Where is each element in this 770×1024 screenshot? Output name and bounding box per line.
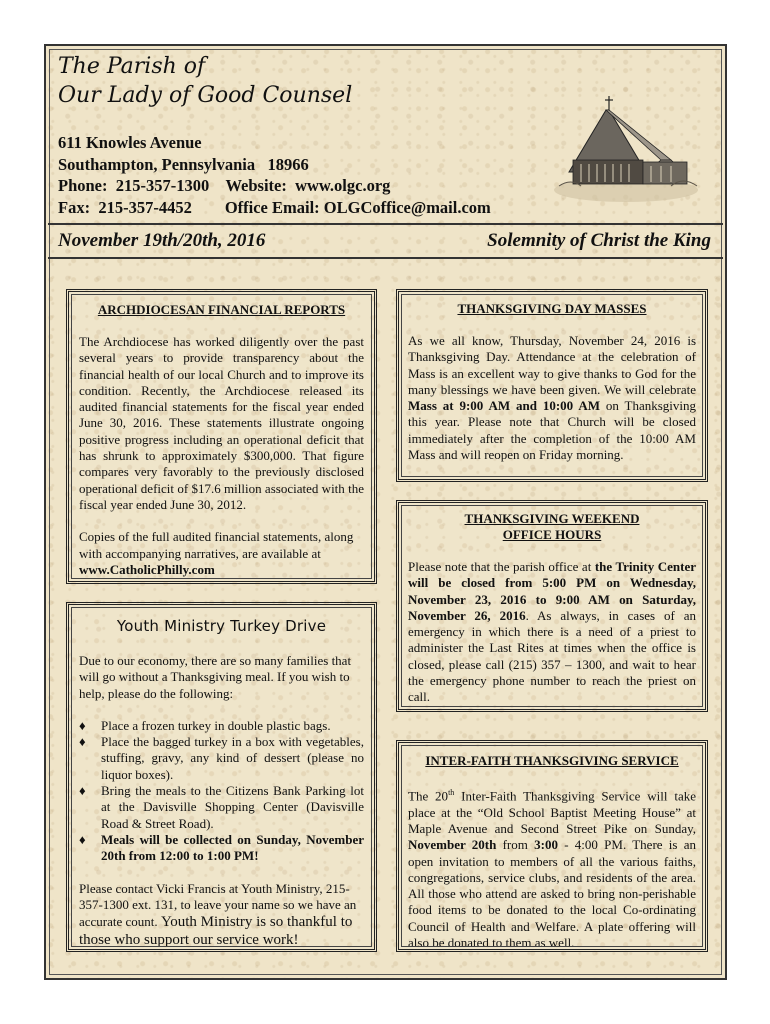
diamond-bullet-icon: ♦ (79, 831, 86, 847)
youth-ministry-box (66, 602, 377, 952)
youth-steps-list (79, 718, 364, 865)
date-banner (48, 223, 723, 259)
youth-thanks: Youth Ministry is so thankful to those who support our service work! (79, 914, 353, 949)
title-line-1: The Parish of (58, 54, 206, 79)
bulletin-page (44, 44, 727, 980)
feast-name: Solemnity of Christ the King (487, 230, 711, 251)
address-line: 611 Knowles Avenue (58, 133, 202, 152)
address-line: Southampton, Pennsylvania 18966 (58, 154, 309, 174)
youth-contact: Please contact Vicki Francis at Youth Ministry, 215-357-1300 ext. 131, to leave your name so we have an accurate count. Youth Ministry is so thankful to those who support our service work! (79, 880, 357, 949)
thanksgiving-title: THANKSGIVING DAY MASSES (457, 301, 647, 316)
parish-address (58, 132, 491, 218)
list-item: ♦ Meals will be collected on Sunday, November 20th from 12:00 to 1:00 PM! (79, 831, 364, 864)
title-line-2: Our Lady of Good Counsel (58, 83, 353, 108)
bulletin-date: November 19th/20th, 2016 (58, 230, 266, 251)
interfaith-title: INTER-FAITH THANKSGIVING SERVICE (425, 753, 679, 768)
office-hours-title-1: THANKSGIVING WEEKEND (464, 511, 640, 526)
diamond-bullet-icon: ♦ (79, 783, 86, 799)
youth-intro: Due to our economy, there are so many families that will go without a Thanksgiving meal. If you wish to help, please do the following: (79, 653, 352, 701)
catholicphilly-link[interactable]: www.CatholicPhilly.com (79, 561, 215, 577)
parish-title (58, 52, 352, 110)
office-hours-title-2: OFFICE HOURS (502, 527, 602, 542)
financial-paragraph: The Archdiocese has worked diligently over the past several years to provide transparency about the financial health of our local Church and to improve its condition. Recently, the Archdiocese released its audited financial statements for the fiscal year ended June 30, 2016. These statements illustrate ongoing positive progress including an operational deficit that has shrunk to approximately $300,000. That figure compares very favorably to the previously disclosed operational deficit of $17.6 million associated with the fiscal year ended June 30, 2012. (79, 334, 364, 512)
financial-copies-paragraph (79, 529, 364, 578)
financial-title: ARCHDIOCESAN FINANCIAL REPORTS (97, 302, 346, 317)
youth-title: Youth Ministry Turkey Drive (116, 617, 327, 635)
interfaith-paragraph: The 20th Inter-Faith Thanksgiving Service will take place at the “Old School Baptist Meeting House” at Maple Avenue and Second Street Pike on Sunday, November 20th from 3:00 - 4:00 PM. There is an open invitation to members of all the various faiths, congregations, service clubs, and residents of the area. All those who attend are asked to bring non-perishable food items to be donated to the local Co-ordinating Council of Health and Welfare. A plate offering will also be donated to them as well. (408, 788, 696, 950)
list-item: ♦ Place the bagged turkey in a box with vegetables, stuffing, gravy, any kind of dessert (please no liquor boxes). (79, 734, 364, 782)
financial-copies-text: Copies of the full audited financial statements, along with accompanying narratives, are available at (79, 529, 354, 561)
interfaith-service-box (396, 740, 708, 952)
diamond-bullet-icon: ♦ (79, 734, 86, 750)
list-item: ♦ Bring the meals to the Citizens Bank Parking lot at the Davisville Shopping Center (Davisville Road & Street Road). (79, 783, 364, 831)
church-sketch-icon (551, 90, 701, 210)
financial-reports-box (66, 289, 377, 584)
address-line: Phone: 215-357-1300 Website: www.olgc.org (58, 176, 391, 195)
thanksgiving-masses-box (396, 289, 708, 482)
office-hours-box (396, 500, 708, 712)
list-item: ♦ Place a frozen turkey in double plastic bags. (79, 717, 331, 733)
office-hours-paragraph: Please note that the parish office at the Trinity Center will be closed from 5:00 PM on Wednesday, November 23, 2016 to 9:00 AM on Saturday, November 26, 2016. As always, in cases of an emergency in which there is a need of a priest to administer the Last Rites at times when the office is closed, please call (215) 357 – 1300, and wait to hear the emergency phone number to reach the priest on call. (408, 559, 696, 705)
diamond-bullet-icon: ♦ (79, 717, 86, 733)
address-line: Fax: 215-357-4452 Office Email: OLGCoffice@mail.com (58, 197, 491, 217)
thanksgiving-paragraph: As we all know, Thursday, November 24, 2016 is Thanksgiving Day. Attendance at the celebration of Mass is an excellent way to give thanks to God for the many blessings we have been given. We will celebrate Mass at 9:00 AM and 10:00 AM on Thanksgiving this year. Please note that Church will be closed immediately after the completion of the 10:00 AM Mass and will reopen on Friday morning. (408, 333, 696, 463)
